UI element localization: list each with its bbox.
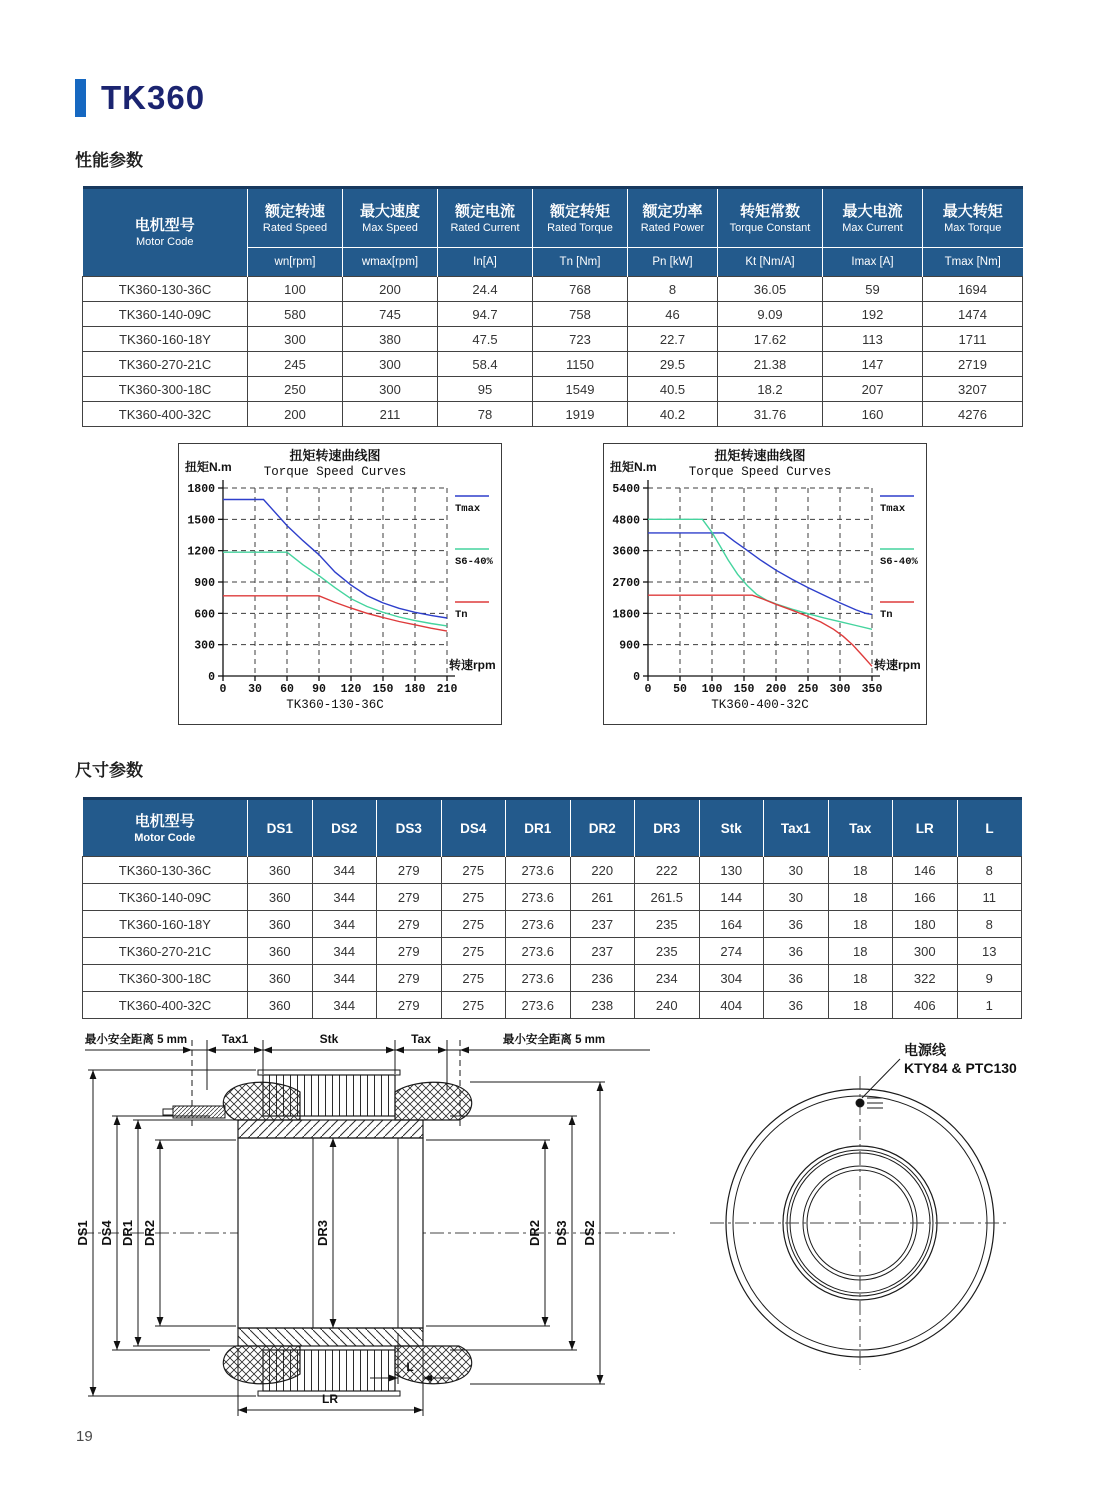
x-tick-label: 0 xyxy=(219,683,227,696)
table-cell: 275 xyxy=(441,857,506,884)
table-cell: 94.7 xyxy=(438,302,533,327)
x-axis-label: 转速rpm xyxy=(449,658,496,672)
perf-header-col-4: 额定功率 Rated Power xyxy=(628,188,718,248)
table-cell: 300 xyxy=(893,938,958,965)
table-cell: 58.4 xyxy=(438,352,533,377)
table-cell: 9 xyxy=(957,965,1022,992)
table-cell: 273.6 xyxy=(506,857,571,884)
perf-unit-col-1: wmax[rpm] xyxy=(343,248,438,277)
perf-unit-col-2: In[A] xyxy=(438,248,533,277)
table-row xyxy=(83,992,1022,1019)
table-cell: 1694 xyxy=(923,277,1023,302)
table-cell: 279 xyxy=(377,911,442,938)
y-tick-label: 1500 xyxy=(187,514,215,528)
table-cell: 237 xyxy=(570,911,635,938)
y-tick-label: 300 xyxy=(194,639,215,653)
table-cell: 200 xyxy=(248,402,343,427)
table-cell: 113 xyxy=(823,327,923,352)
dim-label-dr1: DR1 xyxy=(120,1219,135,1247)
table-cell: TK360-270-21C xyxy=(83,352,248,377)
table-cell: 21.38 xyxy=(718,352,823,377)
dim-label-safety_right: 最小安全距离 5 mm xyxy=(502,1034,606,1046)
perf-header-col-0: 额定转速 Rated Speed xyxy=(248,188,343,248)
table-cell: 18 xyxy=(828,992,893,1019)
dim-header-col-0: DS1 xyxy=(248,799,313,857)
perf-unit-col-3: Tn [Nm] xyxy=(533,248,628,277)
perf-unit-col-5: Kt [Nm/A] xyxy=(718,248,823,277)
table-cell: 13 xyxy=(957,938,1022,965)
table-cell: 344 xyxy=(312,965,377,992)
table-cell: 304 xyxy=(699,965,764,992)
dimension-table xyxy=(82,797,1022,1019)
y-tick-label: 1200 xyxy=(187,545,215,559)
table-cell: 274 xyxy=(699,938,764,965)
dim-header-motor-code: 电机型号 Motor Code xyxy=(83,799,248,857)
x-tick-label: 30 xyxy=(248,683,262,696)
dim-header-col-1: DS2 xyxy=(312,799,377,857)
table-cell: TK360-140-09C xyxy=(83,302,248,327)
dim-header-col-4: DR1 xyxy=(506,799,571,857)
table-cell: 360 xyxy=(248,992,313,1019)
table-cell: 11 xyxy=(957,884,1022,911)
table-row xyxy=(83,911,1022,938)
legend-label-Tn: Tn xyxy=(455,609,468,621)
table-cell: 1474 xyxy=(923,302,1023,327)
table-cell: 30 xyxy=(764,857,829,884)
torque-speed-chart-400-32c xyxy=(603,443,927,725)
y-tick-label: 1800 xyxy=(612,608,640,622)
table-cell: 300 xyxy=(248,327,343,352)
table-cell: 8 xyxy=(957,857,1022,884)
x-tick-label: 60 xyxy=(280,683,294,696)
table-cell: 78 xyxy=(438,402,533,427)
dim-label-dr2_left: DR2 xyxy=(142,1219,157,1247)
perf-header-col-3: 额定转矩 Rated Torque xyxy=(533,188,628,248)
table-cell: 1711 xyxy=(923,327,1023,352)
dim-label-safety_left: 最小安全距离 5 mm xyxy=(84,1034,188,1046)
chart-svg-0 xyxy=(179,444,499,722)
axes xyxy=(218,480,455,681)
table-cell: 322 xyxy=(893,965,958,992)
series-line-Tn xyxy=(648,595,872,666)
chart-svg-1 xyxy=(604,444,924,722)
cable-label-en: KTY84 & PTC130 xyxy=(904,1060,1017,1076)
y-tick-label: 0 xyxy=(633,671,640,684)
table-cell: TK360-270-21C xyxy=(83,938,248,965)
x-tick-label: 150 xyxy=(372,683,394,696)
cable-label-zh: 电源线 xyxy=(904,1042,946,1058)
chart-caption: TK360-400-32C xyxy=(711,698,809,712)
perf-header-col-6: 最大电流 Max Current xyxy=(823,188,923,248)
legend-label-Tn: Tn xyxy=(880,609,893,621)
table-cell: 360 xyxy=(248,884,313,911)
table-cell: 279 xyxy=(377,884,442,911)
table-cell: 275 xyxy=(441,992,506,1019)
y-tick-label: 2700 xyxy=(612,577,640,590)
table-cell: 160 xyxy=(823,402,923,427)
dim-label-ds3: DS3 xyxy=(554,1220,569,1246)
y-tick-label: 600 xyxy=(194,608,215,622)
table-cell: 275 xyxy=(441,938,506,965)
table-cell: 144 xyxy=(699,884,764,911)
dim-header-col-3: DS4 xyxy=(441,799,506,857)
table-cell: 380 xyxy=(343,327,438,352)
dim-header-col-5: DR2 xyxy=(570,799,635,857)
table-cell: 360 xyxy=(248,938,313,965)
dim-header-col-9: Tax xyxy=(828,799,893,857)
y-tick-label: 1800 xyxy=(187,483,215,496)
perf-header-motor-code: 电机型号 Motor Code xyxy=(83,188,248,277)
x-tick-label: 180 xyxy=(404,683,426,696)
table-cell: 3207 xyxy=(923,377,1023,402)
table-cell: 46 xyxy=(628,302,718,327)
table-cell: 24.4 xyxy=(438,277,533,302)
table-cell: 344 xyxy=(312,992,377,1019)
table-row xyxy=(83,327,1023,352)
terminal-lug xyxy=(163,1109,173,1115)
table-cell: 234 xyxy=(635,965,700,992)
table-cell: 580 xyxy=(248,302,343,327)
x-tick-label: 210 xyxy=(436,683,458,696)
table-cell: 222 xyxy=(635,857,700,884)
y-tick-label: 4800 xyxy=(612,514,640,528)
chart-title-en: Torque Speed Curves xyxy=(263,465,407,479)
perf-unit-col-6: Imax [A] xyxy=(823,248,923,277)
table-cell: 360 xyxy=(248,911,313,938)
series-line-S6-40% xyxy=(648,519,872,629)
table-cell: 130 xyxy=(699,857,764,884)
table-cell: 36 xyxy=(764,992,829,1019)
table-cell: 273.6 xyxy=(506,938,571,965)
table-cell: TK360-140-09C xyxy=(83,884,248,911)
table-cell: 147 xyxy=(823,352,923,377)
chart-caption: TK360-130-36C xyxy=(286,698,384,712)
dim-label-dr3: DR3 xyxy=(315,1219,330,1247)
table-cell: 235 xyxy=(635,938,700,965)
table-cell: 211 xyxy=(343,402,438,427)
perf-header-col-7: 最大转矩 Max Torque xyxy=(923,188,1023,248)
table-cell: 18 xyxy=(828,965,893,992)
table-cell: 300 xyxy=(343,352,438,377)
table-cell: 1919 xyxy=(533,402,628,427)
table-cell: 279 xyxy=(377,857,442,884)
table-cell: 30 xyxy=(764,884,829,911)
dim-label-ds4: DS4 xyxy=(99,1220,114,1246)
perf-unit-col-4: Pn [kW] xyxy=(628,248,718,277)
table-cell: 36 xyxy=(764,911,829,938)
table-cell: 18 xyxy=(828,911,893,938)
table-cell: 36 xyxy=(764,965,829,992)
table-cell: TK360-400-32C xyxy=(83,992,248,1019)
dim-label-l: L xyxy=(406,1360,414,1374)
table-cell: 275 xyxy=(441,911,506,938)
table-row xyxy=(83,965,1022,992)
table-row xyxy=(83,938,1022,965)
dim-header-col-7: Stk xyxy=(699,799,764,857)
x-tick-label: 90 xyxy=(312,683,326,696)
table-row xyxy=(83,884,1022,911)
y-tick-label: 0 xyxy=(208,671,215,684)
y-tick-label: 3600 xyxy=(612,545,640,559)
table-cell: 100 xyxy=(248,277,343,302)
dim-header-col-2: DS3 xyxy=(377,799,442,857)
table-cell: TK360-160-18Y xyxy=(83,327,248,352)
table-cell: 279 xyxy=(377,938,442,965)
x-tick-label: 250 xyxy=(797,683,819,696)
table-cell: TK360-130-36C xyxy=(83,277,248,302)
table-cell: 18 xyxy=(828,884,893,911)
table-cell: 344 xyxy=(312,884,377,911)
table-cell: 95 xyxy=(438,377,533,402)
x-tick-label: 150 xyxy=(733,683,755,696)
dim-header-col-8: Tax1 xyxy=(764,799,829,857)
table-cell: 344 xyxy=(312,857,377,884)
table-cell: 344 xyxy=(312,938,377,965)
table-cell: 768 xyxy=(533,277,628,302)
power-cable-dot xyxy=(856,1099,864,1107)
table-cell: 344 xyxy=(312,911,377,938)
table-cell: 40.5 xyxy=(628,377,718,402)
legend-label-Tmax: Tmax xyxy=(455,503,481,515)
table-cell: 261.5 xyxy=(635,884,700,911)
dim-header-col-11: L xyxy=(957,799,1022,857)
table-cell: 273.6 xyxy=(506,992,571,1019)
table-cell: TK360-160-18Y xyxy=(83,911,248,938)
table-cell: 36 xyxy=(764,938,829,965)
x-tick-label: 100 xyxy=(701,683,723,696)
dim-header-col-10: LR xyxy=(893,799,958,857)
table-cell: 164 xyxy=(699,911,764,938)
table-cell: 261 xyxy=(570,884,635,911)
performance-table-container xyxy=(82,186,1023,427)
table-cell: 240 xyxy=(635,992,700,1019)
dim-header-col-6: DR3 xyxy=(635,799,700,857)
perf-header-col-5: 转矩常数 Torque Constant xyxy=(718,188,823,248)
legend-label-S6-40%: S6-40% xyxy=(455,556,493,568)
table-row xyxy=(83,857,1022,884)
table-row xyxy=(83,377,1023,402)
legend-label-Tmax: Tmax xyxy=(880,503,906,515)
x-tick-label: 0 xyxy=(644,683,652,696)
motor-front-view xyxy=(710,1042,1017,1370)
table-cell: 31.76 xyxy=(718,402,823,427)
table-cell: 146 xyxy=(893,857,958,884)
performance-table xyxy=(82,186,1023,427)
title-accent-bar xyxy=(75,79,86,117)
table-cell: 235 xyxy=(635,911,700,938)
table-cell: 360 xyxy=(248,965,313,992)
axes xyxy=(643,480,880,681)
perf-unit-col-7: Tmax [Nm] xyxy=(923,248,1023,277)
table-cell: 236 xyxy=(570,965,635,992)
x-tick-label: 300 xyxy=(829,683,851,696)
table-cell: 22.7 xyxy=(628,327,718,352)
chart-title-en: Torque Speed Curves xyxy=(688,465,832,479)
table-cell: 192 xyxy=(823,302,923,327)
dim-label-stk: Stk xyxy=(319,1032,339,1046)
chart-title-zh: 扭矩转速曲线图 xyxy=(714,448,806,463)
perf-header-col-2: 额定电流 Rated Current xyxy=(438,188,533,248)
torque-speed-chart-130-36c xyxy=(178,443,502,725)
table-cell: TK360-300-18C xyxy=(83,965,248,992)
table-cell: 1549 xyxy=(533,377,628,402)
dim-label-ds1: DS1 xyxy=(75,1220,90,1246)
x-tick-label: 50 xyxy=(673,683,687,696)
y-tick-label: 5400 xyxy=(612,483,640,496)
x-axis-label: 转速rpm xyxy=(874,658,921,672)
chart-title-zh: 扭矩转速曲线图 xyxy=(289,448,381,463)
series-line-Tmax xyxy=(223,500,447,619)
table-cell: 275 xyxy=(441,965,506,992)
table-cell: TK360-400-32C xyxy=(83,402,248,427)
table-cell: 2719 xyxy=(923,352,1023,377)
table-cell: 758 xyxy=(533,302,628,327)
table-cell: 220 xyxy=(570,857,635,884)
table-cell: 745 xyxy=(343,302,438,327)
table-cell: 404 xyxy=(699,992,764,1019)
perf-unit-col-0: wn[rpm] xyxy=(248,248,343,277)
table-cell: 17.62 xyxy=(718,327,823,352)
x-tick-label: 120 xyxy=(340,683,362,696)
table-cell: 279 xyxy=(377,992,442,1019)
y-tick-label: 900 xyxy=(194,577,215,590)
rotor-bore xyxy=(238,1138,423,1328)
section-title-dimensions: 尺寸参数 xyxy=(75,761,143,780)
dimension-table-container xyxy=(82,797,1022,1019)
table-cell: TK360-130-36C xyxy=(83,857,248,884)
cable-leader-line xyxy=(862,1059,900,1098)
legend-label-S6-40%: S6-40% xyxy=(880,556,918,568)
table-cell: 245 xyxy=(248,352,343,377)
table-cell: 9.09 xyxy=(718,302,823,327)
table-cell: 406 xyxy=(893,992,958,1019)
y-axis-label: 扭矩N.m xyxy=(610,460,657,474)
table-cell: TK360-300-18C xyxy=(83,377,248,402)
y-axis-label: 扭矩N.m xyxy=(185,460,232,474)
table-cell: 59 xyxy=(823,277,923,302)
table-cell: 18 xyxy=(828,938,893,965)
table-cell: 1 xyxy=(957,992,1022,1019)
dim-label-tax: Tax xyxy=(411,1032,431,1046)
technical-drawing xyxy=(70,1028,1050,1468)
x-tick-label: 200 xyxy=(765,683,787,696)
table-cell: 273.6 xyxy=(506,884,571,911)
section-title-performance: 性能参数 xyxy=(75,151,143,170)
table-cell: 273.6 xyxy=(506,911,571,938)
table-cell: 238 xyxy=(570,992,635,1019)
table-cell: 279 xyxy=(377,965,442,992)
dim-label-lr: LR xyxy=(322,1392,338,1406)
table-cell: 207 xyxy=(823,377,923,402)
table-cell: 4276 xyxy=(923,402,1023,427)
table-cell: 8 xyxy=(628,277,718,302)
rotor-ring xyxy=(238,1120,423,1138)
page-header xyxy=(75,79,205,117)
y-tick-label: 900 xyxy=(619,639,640,653)
table-cell: 29.5 xyxy=(628,352,718,377)
table-cell: 8 xyxy=(957,911,1022,938)
table-cell: 273.6 xyxy=(506,965,571,992)
table-cell: 1150 xyxy=(533,352,628,377)
table-cell: 36.05 xyxy=(718,277,823,302)
table-cell: 40.2 xyxy=(628,402,718,427)
perf-header-col-1: 最大速度 Max Speed xyxy=(343,188,438,248)
dim-label-ds2: DS2 xyxy=(582,1220,597,1246)
table-cell: 47.5 xyxy=(438,327,533,352)
end-winding-left xyxy=(223,1082,300,1120)
table-row xyxy=(83,402,1023,427)
table-row xyxy=(83,277,1023,302)
table-cell: 360 xyxy=(248,857,313,884)
series-line-S6-40% xyxy=(223,552,447,626)
table-cell: 166 xyxy=(893,884,958,911)
grid-lines xyxy=(223,488,447,676)
table-cell: 723 xyxy=(533,327,628,352)
table-cell: 237 xyxy=(570,938,635,965)
stator-rotor-half xyxy=(223,1070,471,1138)
power-cable-pins xyxy=(867,1098,883,1108)
table-row xyxy=(83,352,1023,377)
table-cell: 18.2 xyxy=(718,377,823,402)
table-cell: 300 xyxy=(343,377,438,402)
dim-label-dr2_right: DR2 xyxy=(527,1219,542,1247)
series-line-Tmax xyxy=(648,533,872,615)
crosshair-lines xyxy=(710,1076,1010,1370)
table-cell: 180 xyxy=(893,911,958,938)
page-number: 19 xyxy=(76,1428,93,1445)
table-cell: 200 xyxy=(343,277,438,302)
dim-label-tax1: Tax1 xyxy=(221,1032,249,1046)
x-tick-label: 350 xyxy=(861,683,883,696)
stator-cap-plate xyxy=(258,1070,400,1075)
table-cell: 18 xyxy=(828,857,893,884)
table-cell: 250 xyxy=(248,377,343,402)
table-cell: 275 xyxy=(441,884,506,911)
page-title: TK360 xyxy=(101,79,206,116)
grid-lines xyxy=(648,488,872,676)
table-row xyxy=(83,302,1023,327)
